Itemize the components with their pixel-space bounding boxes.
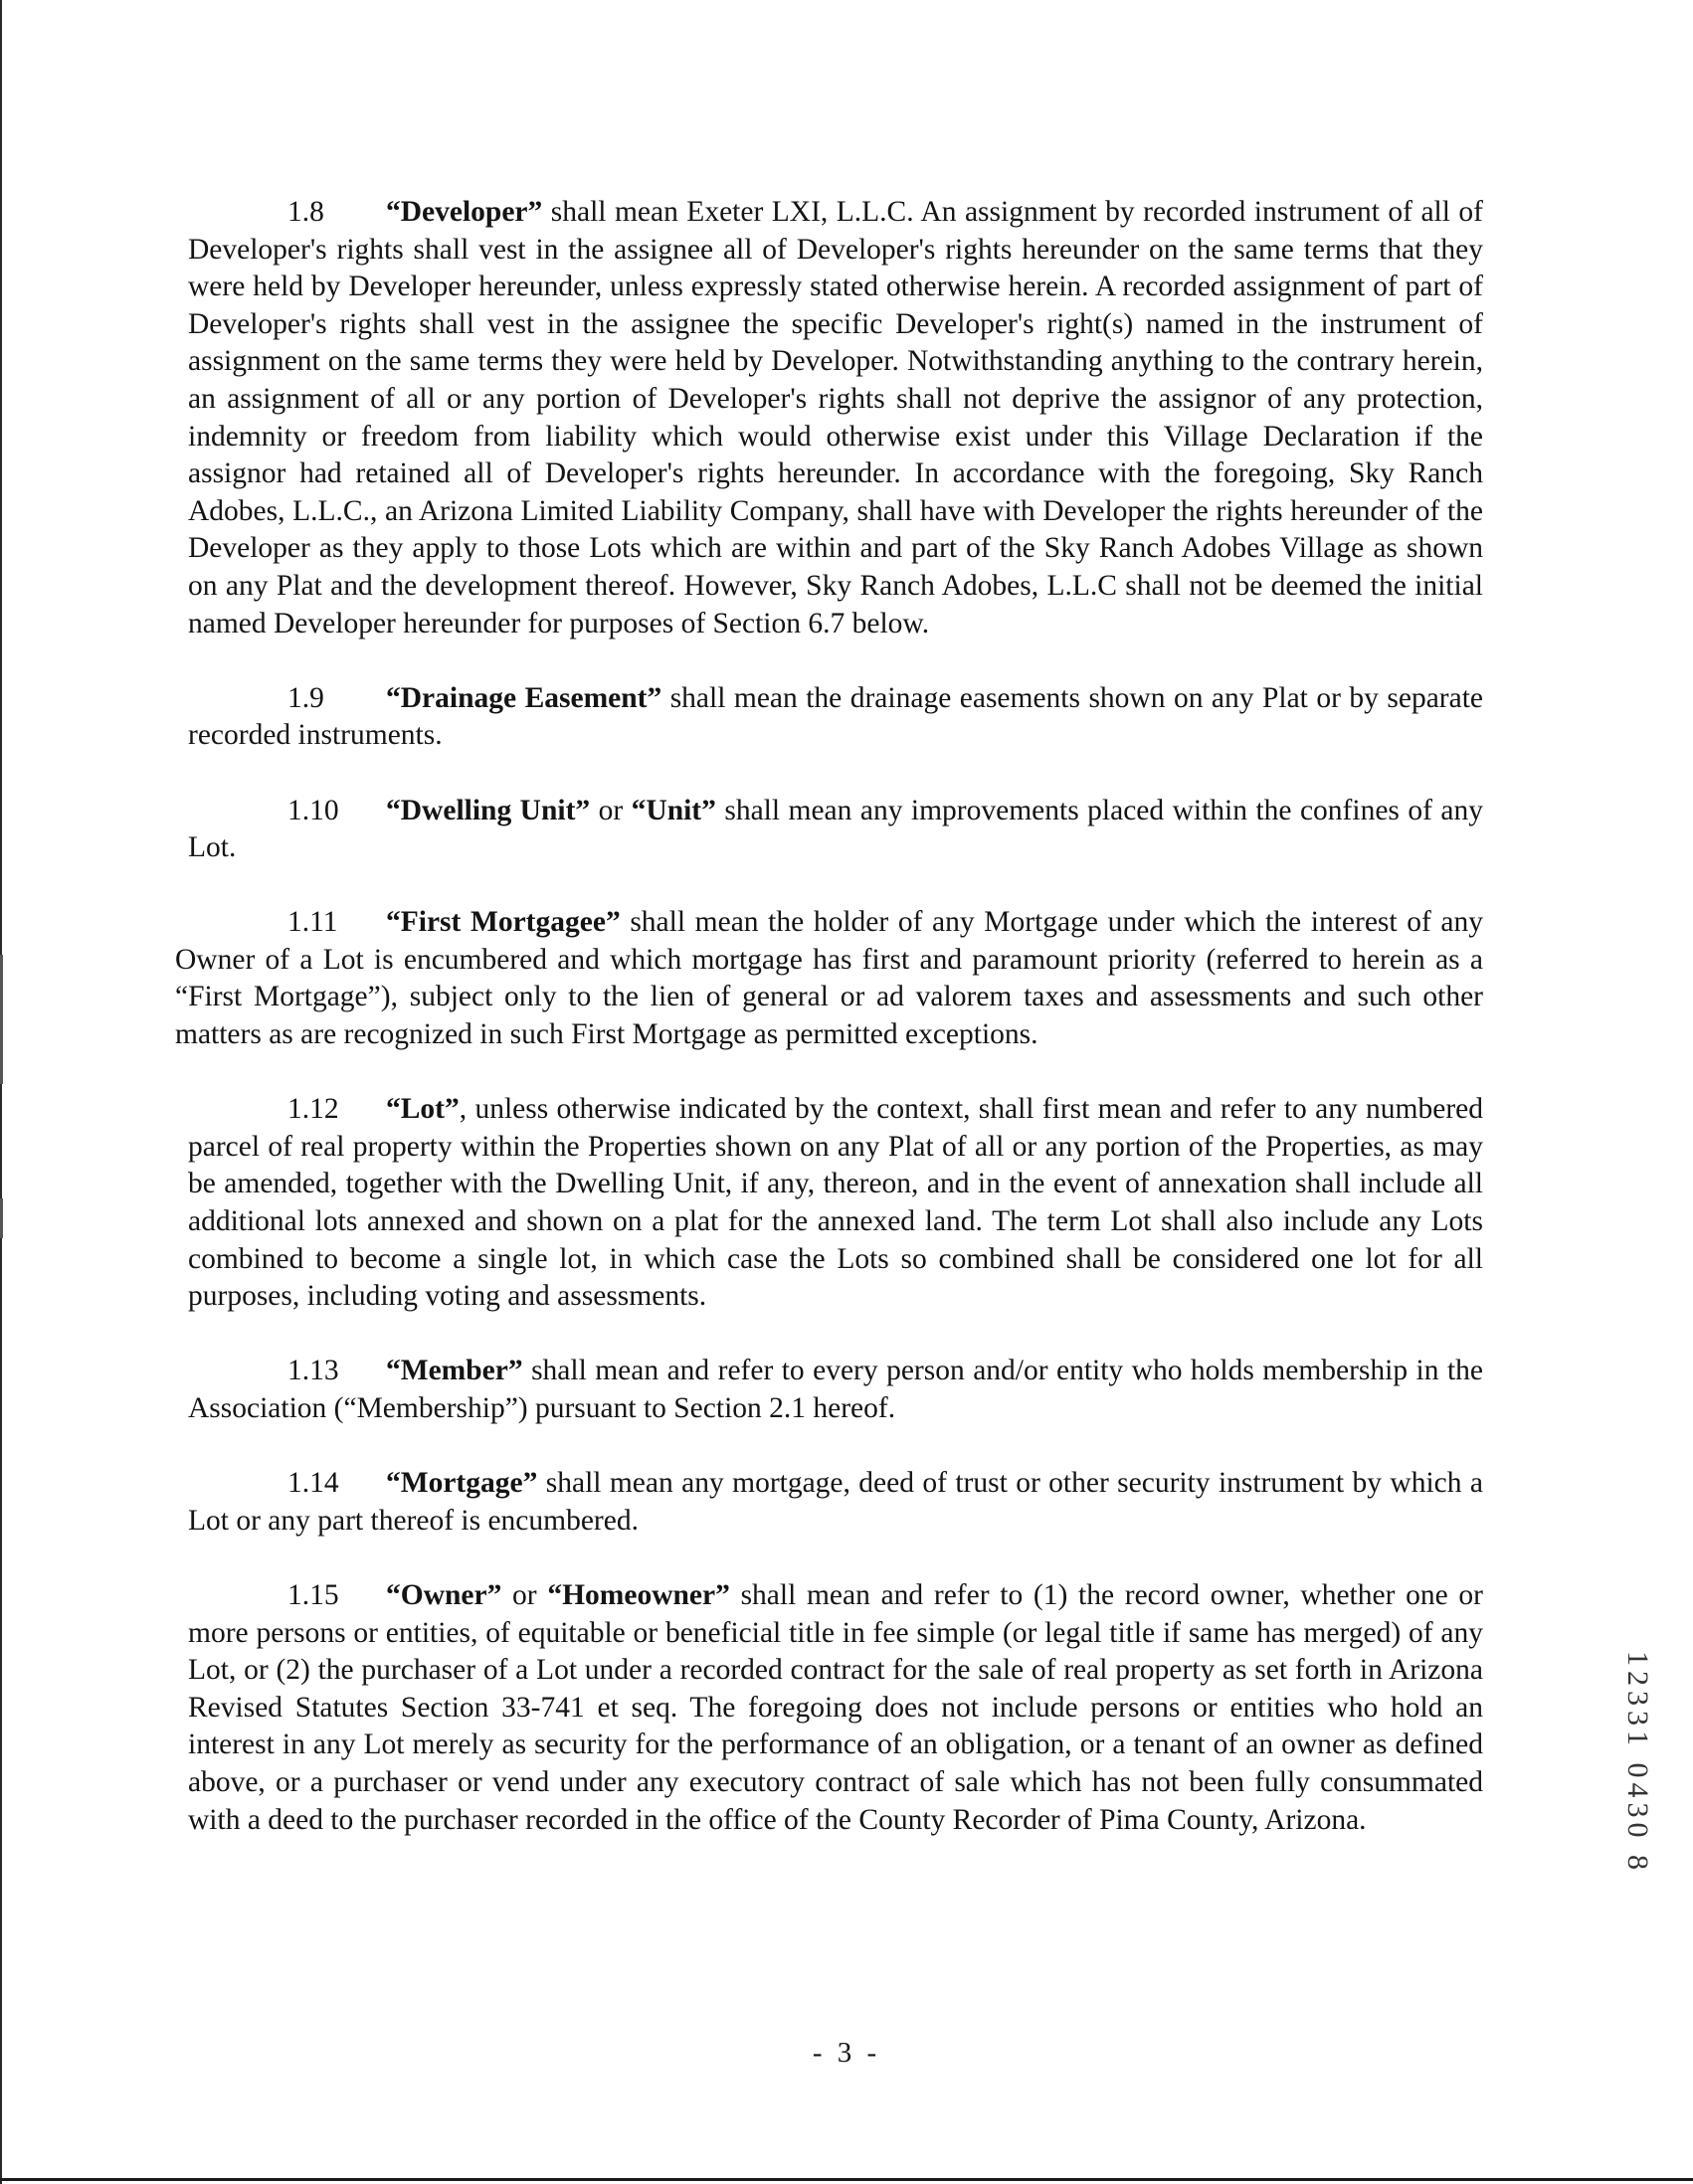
- definition-text: shall mean and refer to (1) the record owner, whether one or more persons or entities, of equitable or beneficial title in fee simple (or legal title if same has merged) of any Lot, or (2) the purchaser of a Lot under a recorded contract for the sale of real property as set forth in Arizona Revised Statutes Section 33-741 et seq. The foregoing does not include persons or entities who hold an interest in any Lot merely as security for the performance of an obligation, or a tenant of an owner as defined above, or a purchaser or vend under any executory contract of sale which has not been fully consummated with a deed to the purchaser recorded in the office of the County Recorder of Pima County, Arizona.: [188, 1578, 1483, 1836]
- definition-paragraph-1-8: [188, 194, 1483, 642]
- definition-text: shall mean any mortgage, deed of trust or other security instrument by which a Lot or any part thereof is encumbered.: [188, 1467, 1483, 1537]
- definition-text: , unless otherwise indicated by the context, shall first mean and refer to any numbered parcel of real property within the Properties shown on any Plat of all or any portion of the Properties, as may be amended, together with the Dwelling Unit, if any, thereon, and in the event of annexation shall include all additional lots annexed and shown on a plat for the annexed land. The term Lot shall also include any Lots combined to become a single lot, in which case the Lots so combined shall be considered one lot for all purposes, including voting and assessments.: [188, 1093, 1483, 1313]
- definition-paragraph-1-10: [188, 793, 1483, 867]
- document-body: [175, 194, 1484, 1877]
- section-number: 1.14: [287, 1467, 339, 1500]
- defined-term: “Developer”: [386, 196, 543, 228]
- page-number: - 3 -: [812, 2037, 881, 2069]
- page-bottom-edge: [0, 2178, 1693, 2181]
- section-number: 1.15: [287, 1578, 339, 1611]
- section-number: 1.12: [287, 1093, 339, 1126]
- section-number: 1.11: [287, 906, 338, 939]
- definition-paragraph-1-15: [188, 1577, 1483, 1839]
- definition-text: shall mean and refer to every person and/or entity who holds membership in the Association (“Membership”) pursuant to Section 2.1 hereof.: [188, 1355, 1483, 1424]
- defined-term: “Dwelling Unit”: [386, 794, 591, 826]
- definition-paragraph-1-12: [188, 1091, 1483, 1316]
- definition-text: or: [501, 1578, 548, 1611]
- scan-artifact-mark: [0, 955, 3, 1084]
- defined-term: “Homeowner”: [547, 1578, 730, 1611]
- defined-term: “Mortgage”: [386, 1467, 538, 1500]
- scan-artifact-mark: [0, 1198, 3, 1238]
- definition-text: shall mean Exeter LXI, L.L.C. An assignment by recorded instrument of all of Developer's rights shall vest in the assignee all of Developer's rights hereunder on the same terms that they were held by Developer hereunder, unless expressly stated otherwise herein. A recorded assignment of part of Developer's rights shall vest in the assignee the specific Developer's right(s) named in the instrument of assignment on the same terms they were held by Developer. Notwithstanding anything to the contrary herein, an assignment of all or any portion of Developer's rights shall not deprive the assignor of any protection, indemnity or freedom from liability which would otherwise exist under this Village Declaration if the assignor had retained all of Developer's rights hereunder. In accordance with the foregoing, Sky Ranch Adobes, L.L.C., an Arizona Limited Liability Company, shall have with Developer the rights hereunder of the Developer as they apply to those Lots which are within and part of the Sky Ranch Adobes Village as shown on any Plat and the development thereof. However, Sky Ranch Adobes, L.L.C shall not be deemed the initial named Developer hereunder for purposes of Section 6.7 below.: [188, 196, 1483, 639]
- definition-text: or: [590, 794, 632, 826]
- recording-number-text: 12331 0430 8: [1621, 1651, 1654, 1875]
- defined-term: “Drainage Easement”: [386, 681, 662, 714]
- section-number: 1.13: [287, 1355, 339, 1387]
- definition-paragraph-1-9: [188, 680, 1483, 755]
- defined-term: “Owner”: [386, 1578, 502, 1611]
- definition-text: shall mean any improvements placed within the confines of any Lot.: [188, 794, 1483, 864]
- section-number: 1.10: [287, 794, 339, 826]
- page-left-edge: [0, 0, 2, 2184]
- definition-paragraph-1-14: [188, 1465, 1483, 1540]
- defined-term: “Unit”: [631, 794, 716, 826]
- section-number: 1.8: [287, 196, 324, 228]
- definition-paragraph-1-13: [188, 1353, 1483, 1427]
- definition-text: shall mean the drainage easements shown on any Plat or by separate recorded instruments.: [188, 681, 1483, 752]
- definition-text: shall mean the holder of any Mortgage under which the interest of any Owner of a Lot is encumbered and which mortgage has first and paramount priority (referred to herein as a “First Mortgage”), subject only to the lien of general or ad valorem taxes and assessments and such other matters as are recognized in such First Mortgage as permitted exceptions.: [175, 906, 1484, 1051]
- defined-term: “Lot”: [386, 1093, 460, 1126]
- section-number: 1.9: [287, 681, 324, 714]
- defined-term: “First Mortgagee”: [386, 906, 621, 939]
- defined-term: “Member”: [386, 1355, 523, 1387]
- recording-number-stamp: [1619, 1651, 1654, 1910]
- definition-paragraph-1-11: [175, 904, 1483, 1053]
